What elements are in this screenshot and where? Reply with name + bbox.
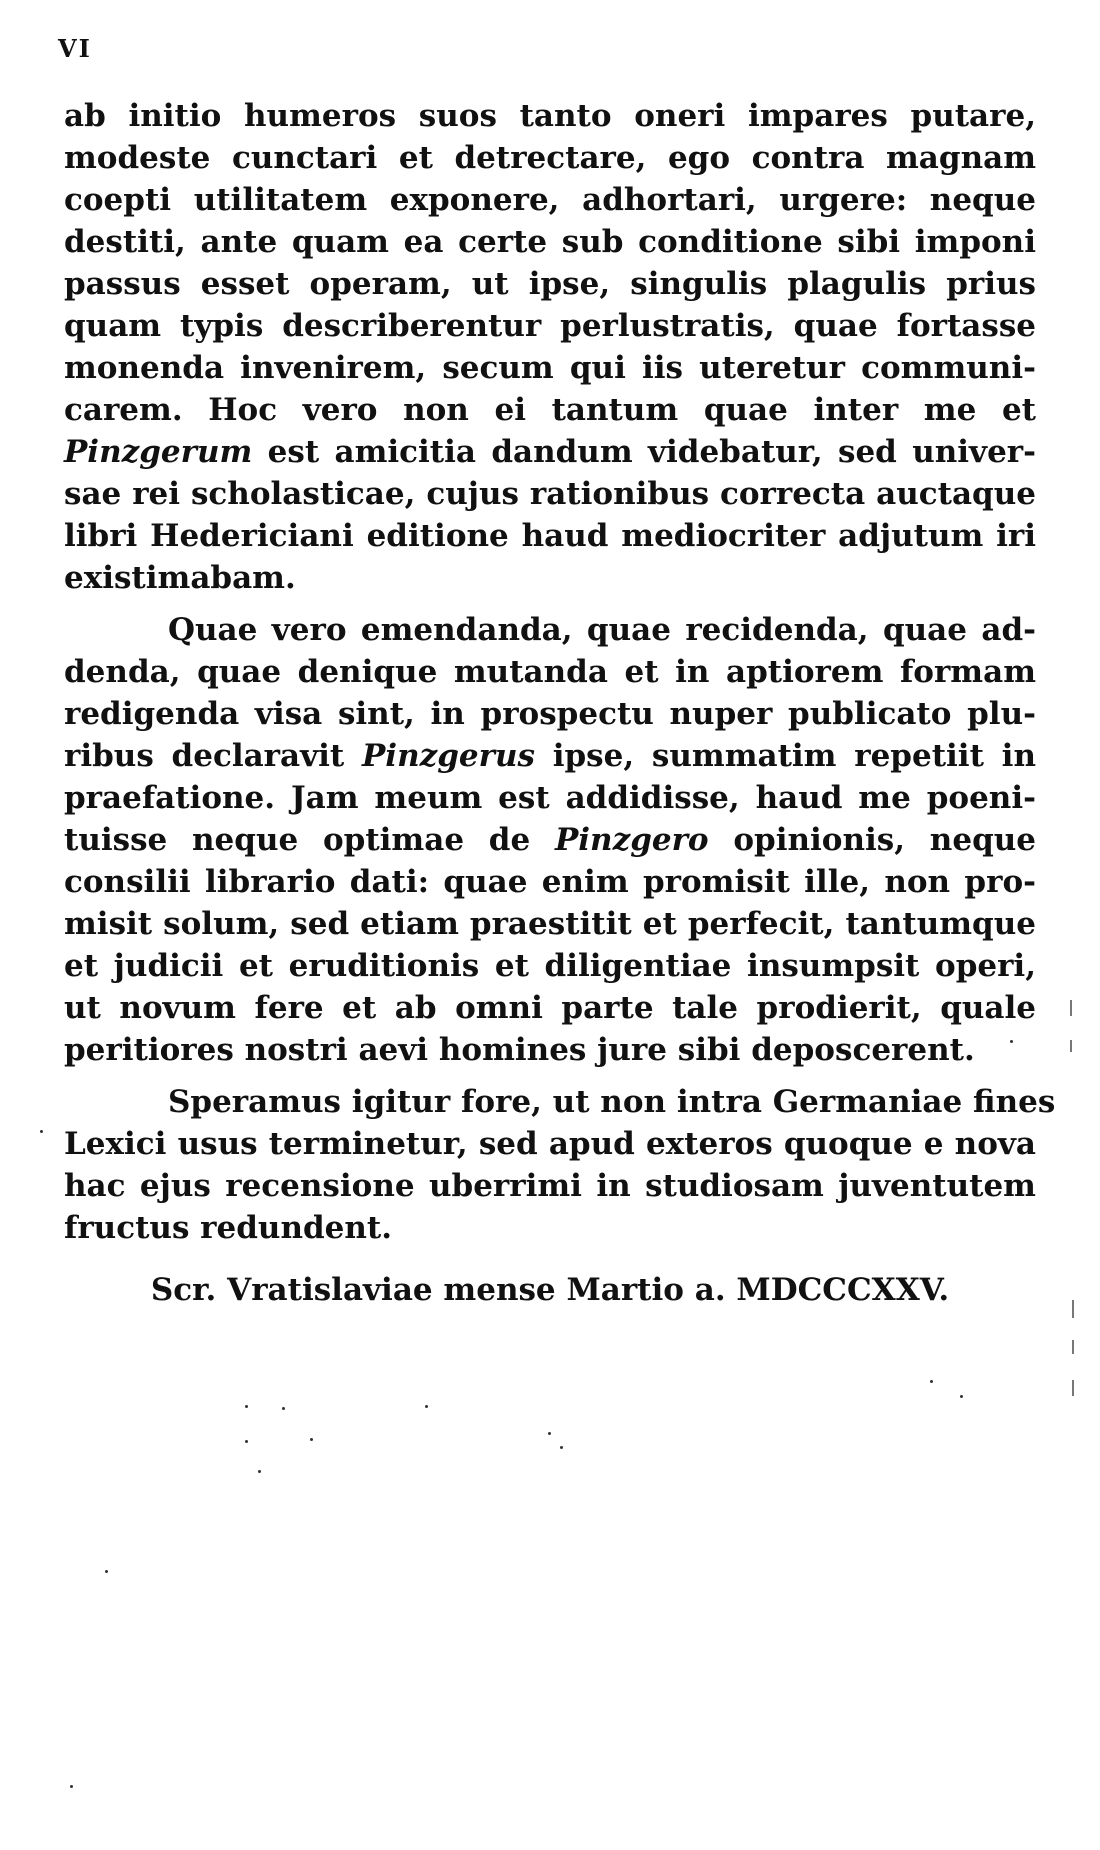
text-line: passus esset operam, ut ipse, singulis plagulis prius	[64, 266, 1036, 302]
page-number: VI	[58, 34, 92, 63]
text-run: ipse, summatim repetiit in	[534, 738, 1036, 774]
scan-speck	[560, 1446, 563, 1449]
text-line	[64, 432, 1036, 472]
text-line: ut novum fere et ab omni parte tale prodierit, quale	[64, 990, 1036, 1026]
text-line: modeste cunctari et detrectare, ego contra magnam	[64, 140, 1036, 176]
scan-speck	[930, 1380, 933, 1383]
scan-speck	[310, 1438, 313, 1441]
text-line: consilii librario dati: quae enim promisit ille, non pro-	[64, 864, 1036, 900]
margin-mark	[1070, 1000, 1072, 1016]
text-line: Lexici usus terminetur, sed apud exteros quoque e nova	[64, 1126, 1036, 1162]
text-run: opinionis, neque	[708, 822, 1037, 858]
scan-speck	[425, 1405, 428, 1408]
scan-speck	[245, 1440, 248, 1443]
signature-line: Scr. Vratislaviae mense Martio a. MDCCCXXV.	[150, 1272, 950, 1308]
text-line	[64, 736, 1036, 776]
italic-name: Pinzgerus	[361, 738, 535, 774]
scan-speck	[245, 1405, 248, 1408]
text-line: praefatione. Jam meum est addidisse, haud me poeni-	[64, 780, 1036, 816]
text-line: Speramus igitur fore, ut non intra Germaniae fines	[168, 1084, 1056, 1120]
scan-speck	[960, 1395, 963, 1398]
text-line: existimabam.	[64, 560, 296, 596]
text-line: denda, quae denique mutanda et in aptiorem formam	[64, 654, 1036, 690]
text-line: redigenda visa sint, in prospectu nuper publicato plu-	[64, 696, 1036, 732]
text-run: est amicitia dandum videbatur, sed univer-	[252, 434, 1036, 470]
text-line: libri Hedericiani editione haud mediocriter adjutum iri	[64, 518, 1036, 554]
text-line: ab initio humeros suos tanto oneri impares putare,	[64, 98, 1036, 134]
text-line	[64, 820, 1036, 860]
margin-mark	[1070, 1040, 1072, 1052]
scan-speck	[40, 1130, 43, 1133]
text-line: peritiores nostri aevi homines jure sibi deposcerent.	[64, 1032, 975, 1068]
margin-mark	[1072, 1300, 1074, 1318]
italic-name: Pinzgero	[554, 822, 709, 858]
italic-name: Pinzgerum	[64, 434, 253, 470]
scan-speck	[282, 1407, 285, 1410]
scan-speck	[70, 1785, 73, 1788]
text-line: coepti utilitatem exponere, adhortari, urgere: neque	[64, 182, 1036, 218]
text-line: hac ejus recensione uberrimi in studiosam juventutem	[64, 1168, 1036, 1204]
text-line: et judicii et eruditionis et diligentiae insumpsit operi,	[64, 948, 1036, 984]
text-line: Quae vero emendanda, quae recidenda, quae ad-	[168, 612, 1036, 648]
text-line: quam typis describerentur perlustratis, quae fortasse	[64, 308, 1036, 344]
text-run: tuisse neque optimae de	[64, 822, 555, 858]
text-line: fructus redundent.	[64, 1210, 393, 1246]
margin-mark	[1072, 1340, 1074, 1354]
text-line: sae rei scholasticae, cujus rationibus correcta auctaque	[64, 476, 1036, 512]
scan-speck	[548, 1432, 551, 1435]
text-run: ribus declaravit	[64, 738, 362, 774]
margin-mark	[1072, 1380, 1074, 1396]
scan-speck	[258, 1470, 261, 1473]
scan-speck	[105, 1570, 108, 1573]
text-line: carem. Hoc vero non ei tantum quae inter me et	[64, 392, 1036, 428]
scan-speck	[1010, 1040, 1013, 1043]
text-line: misit solum, sed etiam praestitit et perfecit, tantumque	[64, 906, 1036, 942]
text-line: monenda invenirem, secum qui iis uteretur communi-	[64, 350, 1036, 386]
text-line: destiti, ante quam ea certe sub conditione sibi imponi	[64, 224, 1036, 260]
